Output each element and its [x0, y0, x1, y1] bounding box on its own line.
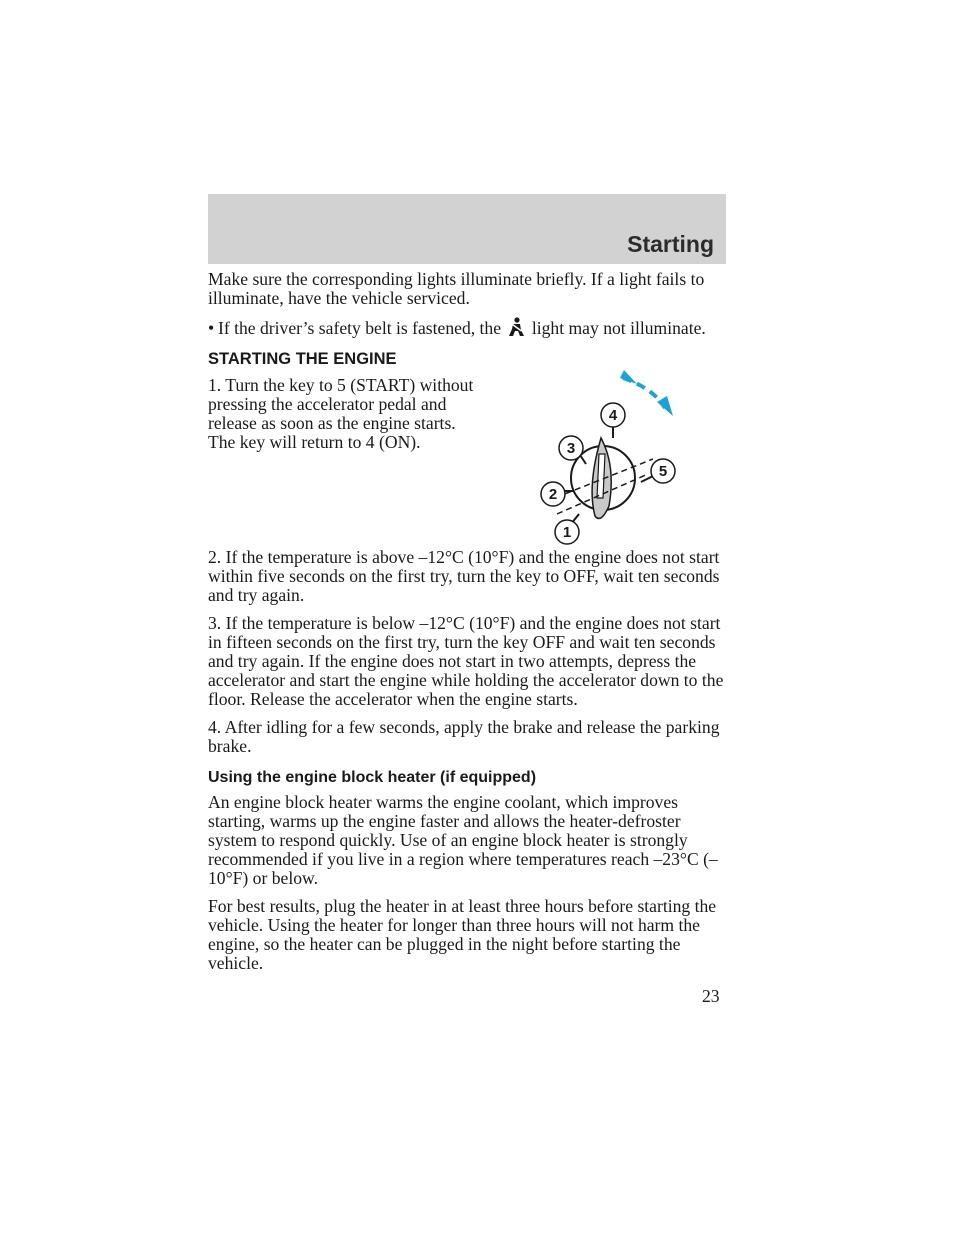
- position-3-label: 3: [566, 440, 576, 457]
- block-heater-paragraph-2: For best results, plug the heater in at least three hours before starting the vehicle. Using the heater for longer than three hours will not harm the engine, so the heater can be plugged in the night before starting the vehicle.: [208, 896, 717, 973]
- rotation-arrow-head: [657, 396, 673, 416]
- ignition-key-diagram: [513, 366, 713, 546]
- step-4: 4. After idling for a few seconds, apply the brake and release the parking brake.: [208, 717, 720, 756]
- position-4-label: 4: [608, 407, 618, 424]
- bullet-dot: •: [208, 318, 215, 338]
- step-1-block: [208, 376, 728, 548]
- position-5-label: 5: [658, 463, 668, 480]
- rotation-arrow-path: [623, 378, 665, 408]
- page-content: [208, 270, 728, 982]
- starting-engine-heading: STARTING THE ENGINE: [208, 350, 397, 368]
- step-2: 2. If the temperature is above –12°C (10°F) and the engine does not start within five seconds on the first try, turn the key to OFF, wait ten seconds and try again.: [208, 547, 720, 605]
- section-title: Starting: [627, 231, 714, 257]
- block-heater-paragraph-1: An engine block heater warms the engine coolant, which improves starting, warms up the engine faster and allows the heater-defroster system to respond quickly. Use of an engine block heater is strongly recommended if you live in a region where temperatures reach –23°C (–10°F) or below.: [208, 792, 718, 888]
- page-number: 23: [702, 986, 720, 1006]
- position-2-label: 2: [548, 486, 558, 503]
- intro-paragraph: Make sure the corresponding lights illuminate briefly. If a light fails to illuminate, have the vehicle serviced.: [208, 269, 705, 308]
- step-1: 1. Turn the key to 5 (START) without pressing the accelerator pedal and release as soon as the engine starts. The key will return to 4 (ON).: [208, 375, 474, 452]
- bullet-text-before: If the driver’s safety belt is fastened, the: [218, 318, 502, 338]
- section-header: [208, 194, 726, 264]
- step-3: 3. If the temperature is below –12°C (10°F) and the engine does not start in fifteen seconds on the first try, turn the key OFF and wait ten seconds and try again. If the engine does not start in two attempts, depress the accelerator and start the engine while holding the accelerator down to the floor. Release the accelerator when the engine starts.: [208, 613, 724, 709]
- seatbelt-warning-icon: [507, 317, 525, 337]
- seatbelt-bullet: [208, 317, 728, 338]
- position-1-label: 1: [562, 524, 572, 541]
- bullet-text-after: light may not illuminate.: [531, 318, 706, 338]
- key-slot: [597, 454, 605, 498]
- block-heater-heading: Using the engine block heater (if equipped): [208, 769, 537, 786]
